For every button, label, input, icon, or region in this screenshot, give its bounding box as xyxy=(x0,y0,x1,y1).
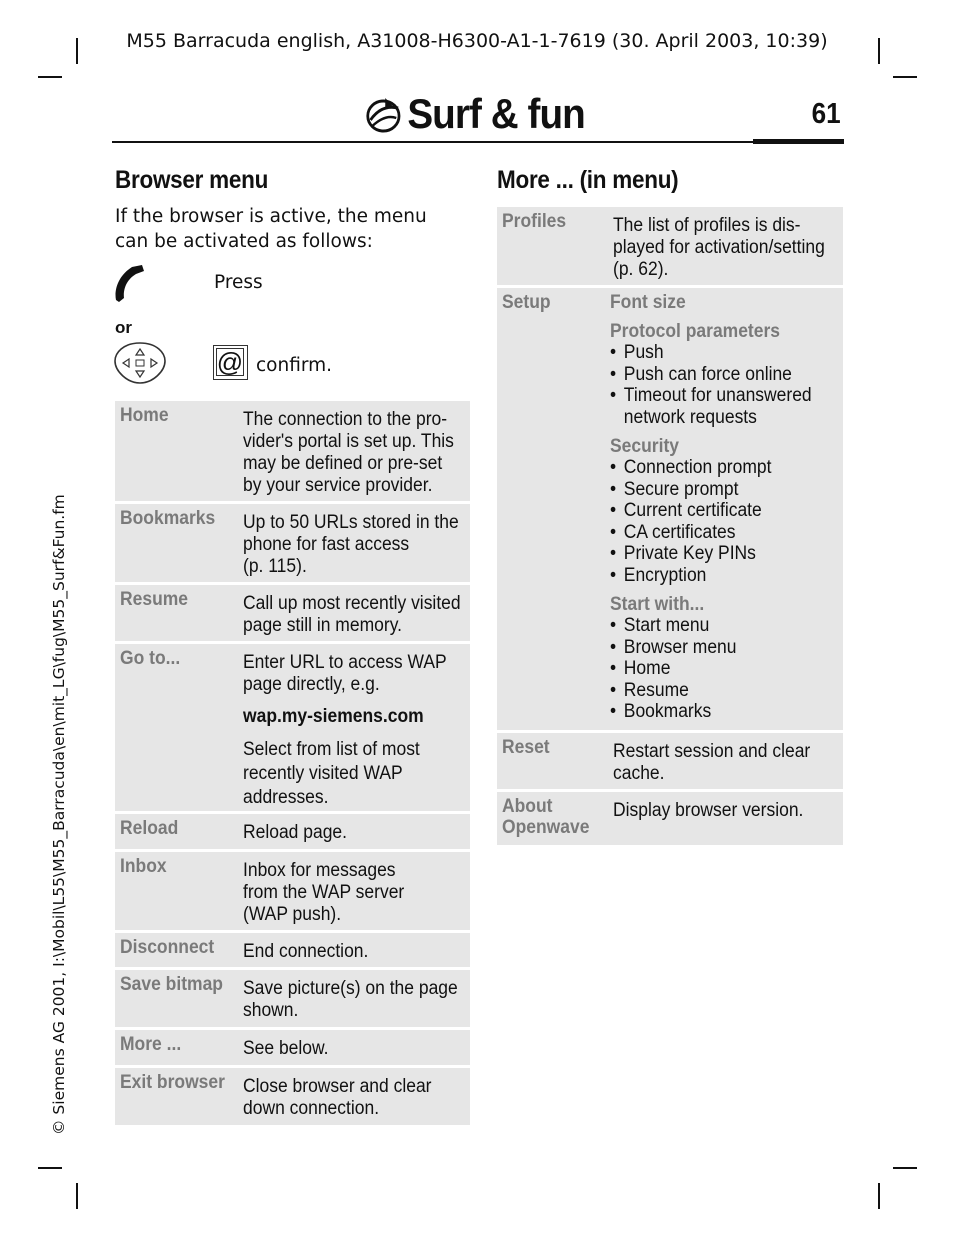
desc-line: Display browser version. xyxy=(613,800,804,821)
row-desc xyxy=(243,978,458,1022)
desc-line: See below. xyxy=(243,1038,329,1059)
desc-line: from the WAP server xyxy=(243,882,405,903)
desc-line: Inbox for messages xyxy=(243,860,396,881)
row-label: Go to... xyxy=(120,648,181,669)
crop-mark xyxy=(38,1167,62,1169)
bullet-item: • Push xyxy=(610,342,812,364)
side-copyright-note: © Siemens AG 2001, I:\Mobil\L55\M55_Barracuda\en\mit_LG\fug\M55_Surf&Fun.fm xyxy=(50,494,68,1135)
page-number-rule xyxy=(753,139,844,144)
desc-line: The list of profiles is dis- xyxy=(613,215,801,236)
row-label xyxy=(502,796,589,838)
menu-row-save-bitmap xyxy=(115,970,470,1027)
desc-line: End connection. xyxy=(243,941,369,962)
bullet-item: • Home xyxy=(610,658,812,680)
chapter-title xyxy=(365,90,585,138)
row-label: Reload xyxy=(120,818,179,839)
bullet-item: • Timeout for unanswered xyxy=(610,385,812,407)
desc-line: may be defined or pre-set xyxy=(243,453,443,474)
setup-protocol-title: Protocol parameters xyxy=(610,321,781,342)
desc-line: (WAP push). xyxy=(243,904,342,925)
crop-mark xyxy=(893,1167,917,1169)
press-label: Press xyxy=(214,272,263,293)
bullet-item: • Resume xyxy=(610,680,812,702)
more-menu-heading: More ... (in menu) xyxy=(497,166,679,194)
label-line: About xyxy=(502,796,553,817)
phone-call-key-icon xyxy=(112,262,148,304)
desc-line: shown. xyxy=(243,1000,299,1021)
setup-security-title: Security xyxy=(610,436,679,457)
bullet-item: • Browser menu xyxy=(610,637,812,659)
desc-line: by your service provider. xyxy=(243,475,433,496)
bullet-item: • Connection prompt xyxy=(610,457,812,479)
more-row-setup xyxy=(497,288,843,730)
row-label: Setup xyxy=(502,292,551,313)
intro-line: If the browser is active, the menu xyxy=(115,206,427,227)
bullet-item: • CA certificates xyxy=(610,522,812,544)
surf-globe-icon xyxy=(365,94,402,134)
more-row-profiles xyxy=(497,207,843,285)
desc-line: page directly, e.g. xyxy=(243,674,380,695)
intro-text xyxy=(115,204,455,254)
row-desc xyxy=(610,292,812,723)
menu-row-exit-browser xyxy=(115,1068,470,1125)
desc-line: Select from list of most xyxy=(243,739,420,760)
row-desc xyxy=(613,741,810,785)
row-label: More ... xyxy=(120,1034,182,1055)
row-desc xyxy=(243,941,368,963)
bullet-continuation: network requests xyxy=(623,406,757,428)
row-desc xyxy=(243,822,347,844)
desc-line: (p. 115). xyxy=(243,556,307,577)
row-desc xyxy=(243,652,447,810)
desc-line: recently visited WAP xyxy=(243,763,403,784)
row-desc xyxy=(243,409,454,497)
chapter-title-text: Surf & fun xyxy=(407,90,585,137)
menu-row-go-to xyxy=(115,644,470,811)
row-desc xyxy=(613,215,825,281)
bullet-item: • Private Key PINs xyxy=(610,543,812,565)
desc-line: phone for fast access xyxy=(243,534,410,555)
bullet-item: • Secure prompt xyxy=(610,479,812,501)
crop-mark xyxy=(893,76,917,78)
setup-font-size: Font size xyxy=(610,292,686,313)
desc-line: played for activation/setting xyxy=(613,237,825,258)
label-line: Openwave xyxy=(502,817,590,838)
more-row-reset xyxy=(497,733,843,789)
more-row-about-openwave xyxy=(497,792,843,845)
row-desc xyxy=(243,1076,431,1120)
menu-row-resume xyxy=(115,585,470,641)
row-desc xyxy=(613,800,803,822)
row-label: Profiles xyxy=(502,211,567,232)
crop-mark xyxy=(38,76,62,78)
page-number: 61 xyxy=(811,98,841,130)
menu-row-bookmarks xyxy=(115,504,470,582)
at-sign-icon: @ xyxy=(216,347,244,377)
crop-mark xyxy=(878,1183,880,1209)
menu-row-disconnect xyxy=(115,933,470,967)
desc-line: Close browser and clear xyxy=(243,1076,432,1097)
row-label: Exit browser xyxy=(120,1072,225,1093)
desc-line: page still in memory. xyxy=(243,615,403,636)
browser-menu-heading: Browser menu xyxy=(115,166,269,194)
row-desc xyxy=(243,512,459,578)
menu-row-inbox xyxy=(115,852,470,930)
crop-mark xyxy=(76,1183,78,1209)
bullet-item: • Current certificate xyxy=(610,500,812,522)
menu-row-more xyxy=(115,1030,470,1065)
desc-line: down connection. xyxy=(243,1098,380,1119)
row-label: Bookmarks xyxy=(120,508,216,529)
desc-line: cache. xyxy=(613,763,665,784)
desc-line: vider's portal is set up. This xyxy=(243,431,454,452)
row-desc xyxy=(243,593,461,637)
row-label: Inbox xyxy=(120,856,167,877)
desc-line: addresses. xyxy=(243,787,329,808)
desc-line: (p. 62). xyxy=(613,259,669,280)
row-desc xyxy=(243,1038,329,1060)
desc-line: Save picture(s) on the page xyxy=(243,978,458,999)
bullet-item: • Encryption xyxy=(610,565,812,587)
desc-line: Reload page. xyxy=(243,822,348,843)
intro-line: can be activated as follows: xyxy=(115,231,373,252)
menu-row-home xyxy=(115,401,470,501)
setup-start-with-title: Start with... xyxy=(610,594,705,615)
desc-line: The connection to the pro- xyxy=(243,409,448,430)
navigation-key-icon xyxy=(113,341,167,385)
row-label: Reset xyxy=(502,737,550,758)
bullet-item: • Start menu xyxy=(610,615,812,637)
confirm-key-icon xyxy=(213,345,248,380)
row-label: Resume xyxy=(120,589,189,610)
confirm-label: confirm. xyxy=(256,355,333,376)
document-header-line: M55 Barracuda english, A31008-H6300-A1-1-7619 (30. April 2003, 10:39) xyxy=(126,30,828,52)
bullet-item: • Push can force online xyxy=(610,364,812,386)
bullet-item: • Bookmarks xyxy=(610,701,812,723)
desc-line: Up to 50 URLs stored in the xyxy=(243,512,459,533)
menu-row-reload xyxy=(115,814,470,849)
row-label: Disconnect xyxy=(120,937,215,958)
or-label: or xyxy=(115,318,132,337)
row-desc xyxy=(243,860,404,926)
row-label: Home xyxy=(120,405,169,426)
row-label: Save bitmap xyxy=(120,974,223,995)
desc-line: Restart session and clear xyxy=(613,741,811,762)
desc-line: Enter URL to access WAP xyxy=(243,652,447,673)
desc-line: Call up most recently visited xyxy=(243,593,461,614)
example-url: wap.my-siemens.com xyxy=(243,706,424,727)
header-rule xyxy=(112,141,844,143)
